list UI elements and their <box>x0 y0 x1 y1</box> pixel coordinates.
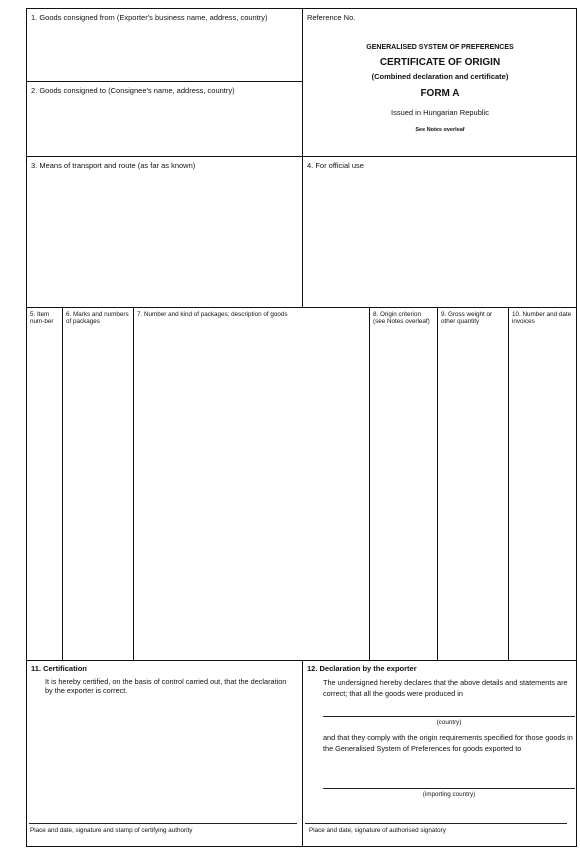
col-divider-9-10 <box>508 307 509 660</box>
importing-country-line <box>323 788 575 789</box>
col-divider-8-9 <box>437 307 438 660</box>
divider-bottom-middle <box>302 660 303 846</box>
certification-footer: Place and date, signature and stamp of certifying authority <box>30 827 193 834</box>
divider-box1-box2 <box>27 81 302 82</box>
declaration-text-1: The undersigned hereby declares that the above details and statements are correct; that all the goods were produced in <box>323 678 568 698</box>
certificate-title: CERTIFICATE OF ORIGIN <box>379 57 501 68</box>
col-divider-7-8 <box>369 307 370 660</box>
declaration-text-2: and that they comply with the origin requirements specified for those goods in the Generalised System of Preferences for goods exported to <box>323 733 573 753</box>
exporter-signature-line <box>305 823 567 824</box>
country-line <box>323 716 575 717</box>
certification-text: It is hereby certified, on the basis of control carried out, that the declaration by the exporter is correct. <box>45 677 287 695</box>
importing-country-caption: (importing country) <box>422 791 476 798</box>
see-notes: See Notes overleaf <box>415 127 465 133</box>
certificate-subtitle: (Combined declaration and certificate) <box>371 72 509 81</box>
box3-label: 3. Means of transport and route (as far as known) <box>31 161 196 170</box>
col-origin-criterion: 8. Origin criterion (see Notes overleaf) <box>373 311 430 326</box>
declaration-footer: Place and date, signature of authorised signatory <box>309 827 446 834</box>
gsp-heading: GENERALISED SYSTEM OF PREFERENCES <box>366 44 514 51</box>
box11-label: 11. Certification <box>31 664 87 673</box>
col-divider-5-6 <box>62 307 63 660</box>
box4-label: 4. For official use <box>307 161 364 170</box>
col-divider-6-7 <box>133 307 134 660</box>
divider-transport-items <box>27 307 576 308</box>
divider-top-middle <box>302 9 303 307</box>
col-item-number: 5. Item num-ber <box>30 311 54 326</box>
certification-signature-line <box>29 823 297 824</box>
box1-label: 1. Goods consigned from (Exporter's business name, address, country) <box>31 13 268 22</box>
form-a-title: FORM A <box>420 88 460 99</box>
box12-label: 12. Declaration by the exporter <box>307 664 417 673</box>
certificate-form <box>26 8 577 847</box>
col-marks-numbers: 6. Marks and numbers of packages <box>66 311 129 326</box>
col-description: 7. Number and kind of packages; description of goods <box>137 311 288 318</box>
col-gross-weight: 9. Gross weight or other quantity <box>441 311 493 326</box>
reference-label: Reference No. <box>307 13 356 22</box>
issued-in: Issued in Hungarian Republic <box>391 108 489 117</box>
col-invoices: 10. Number and date invoices <box>512 311 572 326</box>
country-caption: (country) <box>436 719 462 726</box>
box2-label: 2. Goods consigned to (Consignee's name, address, country) <box>31 86 235 95</box>
